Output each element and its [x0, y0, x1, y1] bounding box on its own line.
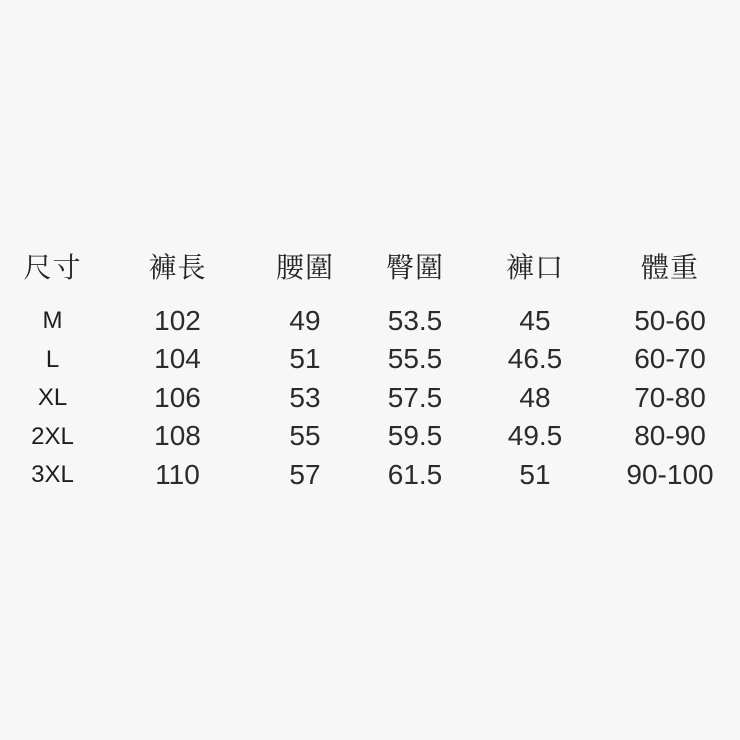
cell-weight: 90-100 [626, 458, 714, 490]
cell-leg-opening: 51 [519, 458, 551, 490]
cell-size: XL [37, 384, 68, 412]
size-chart-table [0, 248, 740, 495]
cell-pants-length: 110 [155, 458, 200, 490]
cell-leg-opening: 49.5 [507, 420, 563, 452]
cell-pants-length: 102 [154, 304, 201, 336]
cell-leg-opening: 45 [519, 304, 551, 336]
cell-hip: 53.5 [387, 304, 443, 336]
cell-weight: 80-90 [634, 420, 706, 452]
table-row-xl [0, 379, 740, 418]
cell-size: L [45, 345, 60, 373]
cell-leg-opening: 46.5 [507, 343, 563, 375]
header-waist: 腰圍 [275, 251, 334, 283]
cell-waist: 49 [289, 304, 321, 336]
cell-hip: 55.5 [387, 343, 443, 375]
cell-pants-length: 106 [154, 381, 201, 413]
cell-size: M [42, 307, 63, 335]
header-pants-length: 褲長 [148, 251, 207, 283]
cell-weight: 70-80 [634, 381, 706, 413]
cell-leg-opening: 48 [519, 381, 551, 413]
cell-waist: 53 [289, 381, 321, 413]
cell-hip: 59.5 [387, 420, 443, 452]
cell-weight: 60-70 [634, 343, 706, 375]
cell-pants-length: 104 [154, 343, 201, 375]
size-chart-header-row [0, 248, 740, 288]
cell-size: 2XL [31, 422, 74, 450]
header-size: 尺寸 [23, 251, 82, 283]
header-weight: 體重 [640, 251, 699, 283]
cell-waist: 55 [289, 420, 321, 452]
cell-waist: 57 [289, 458, 321, 490]
cell-pants-length: 108 [154, 420, 201, 452]
cell-hip: 61.5 [387, 458, 443, 490]
table-row-l [0, 341, 740, 380]
table-row-3xl [0, 456, 740, 495]
cell-waist: 51 [289, 343, 321, 375]
cell-hip: 57.5 [387, 381, 443, 413]
size-chart-body [0, 302, 740, 495]
table-row-2xl [0, 418, 740, 457]
header-leg-opening: 褲口 [505, 251, 564, 283]
cell-weight: 50-60 [634, 304, 706, 336]
table-row-m [0, 302, 740, 341]
cell-size: 3XL [31, 461, 74, 489]
header-hip: 臀圍 [385, 251, 444, 283]
